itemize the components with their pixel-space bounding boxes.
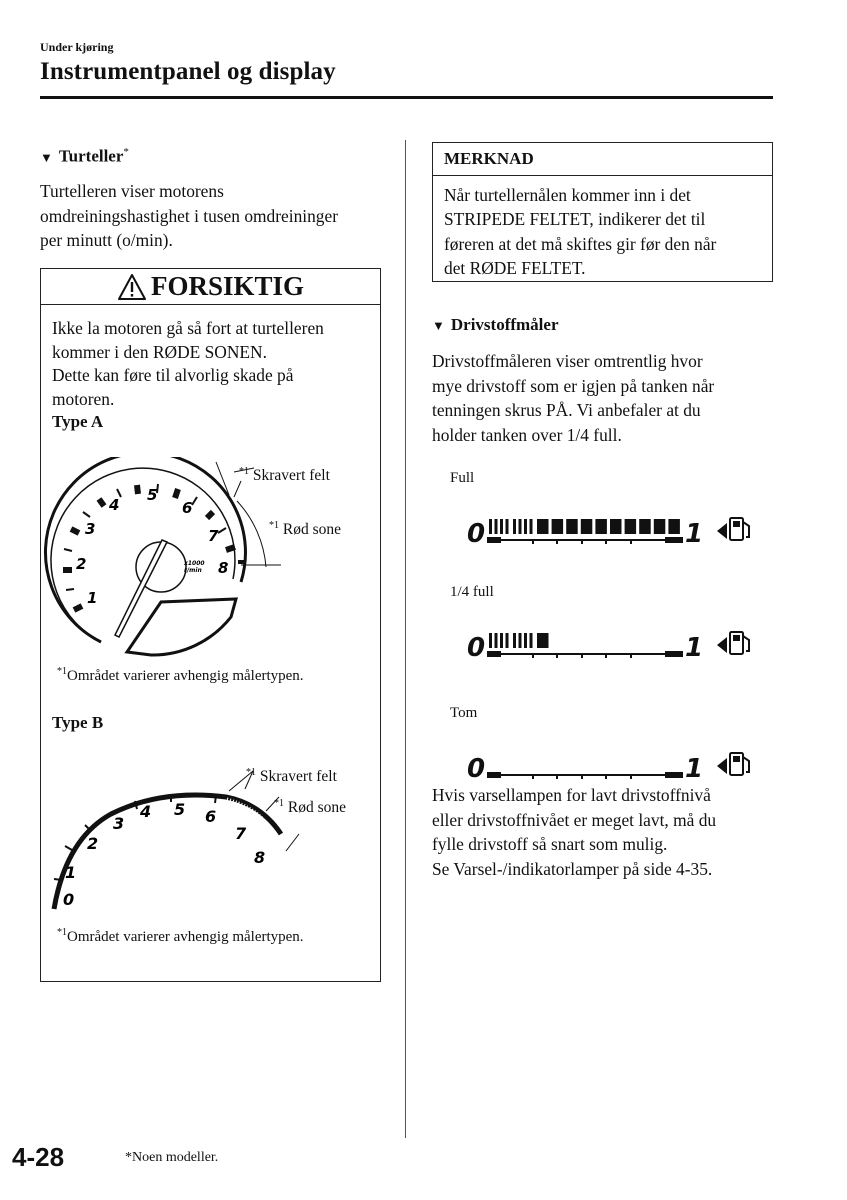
fuel-baseline-start: [487, 651, 501, 657]
type-b-footnote: [57, 927, 304, 946]
fuel-segment: [625, 519, 637, 534]
fuel-segment-stripe: [489, 633, 492, 648]
callout-shaded-field: [246, 767, 337, 786]
text-line: tenningen skrus PÅ. Vi anbefaler at du: [432, 400, 701, 420]
tach-number: 7: [208, 527, 219, 545]
tach-number: 6: [205, 807, 217, 826]
fuel-min-label: 0: [467, 754, 486, 784]
tach-number: 5: [147, 486, 158, 504]
fuel-segment: [595, 519, 607, 534]
text-line: Drivstoffmåleren viser omtrentlig hvor: [432, 351, 703, 371]
text-line: eller drivstoffnivået er meget lavt, må du: [432, 809, 717, 830]
callout-mark: *1: [274, 798, 284, 809]
fuel-segment-stripe: [524, 519, 527, 534]
fuel-label-quarter: 1/4 full: [450, 584, 494, 600]
callout-red-zone: [269, 520, 341, 539]
tachometer-description: [40, 179, 338, 253]
tach-number: 2: [76, 555, 87, 573]
type-a-label: Type A: [52, 412, 104, 431]
fuel-segment-stripe: [513, 519, 516, 534]
caution-box: [40, 268, 381, 982]
tach-number: 8: [218, 559, 229, 577]
fuel-gauge-full: [465, 510, 765, 550]
text-line: kommer i den RØDE SONEN.: [52, 341, 267, 362]
fuel-gauge-empty: [465, 745, 765, 785]
section-label: Under kjøring: [40, 40, 114, 54]
text-line: STRIPEDE FELTET, indikerer det til: [444, 209, 706, 230]
fuel-label-empty: Tom: [450, 705, 478, 721]
fuel-segment-stripe: [506, 519, 509, 534]
warning-triangle-icon: [117, 273, 147, 301]
text-line: Ikke la motoren gå så fort at turtelleren: [52, 318, 324, 338]
footer-note: *Noen modeller.: [125, 1150, 219, 1165]
callout-mark: *1: [239, 466, 249, 477]
fuel-baseline-end: [665, 772, 683, 778]
tach-number: 3: [85, 520, 96, 538]
page-number: 4-28: [12, 1142, 65, 1172]
footnote-text: Området varierer avhengig målertypen.: [67, 668, 304, 684]
fuel-segment-stripe: [530, 519, 533, 534]
footnote-mark: *1: [57, 666, 67, 677]
fuel-pump-window: [733, 635, 740, 641]
text-line: holder tanken over 1/4 full.: [432, 424, 622, 445]
tach-unit: x1000: [184, 560, 205, 567]
tach-number: 1: [87, 589, 98, 607]
tach-number: 3: [113, 814, 125, 833]
title-rule: [40, 96, 773, 99]
tach-number: 1: [65, 863, 77, 882]
fuel-segment: [668, 519, 680, 534]
triangle-bullet-icon: ▼: [40, 149, 53, 165]
caution-header: [41, 269, 380, 305]
tach-number: 7: [235, 824, 247, 843]
triangle-bullet-icon: ▼: [432, 318, 445, 333]
fuel-segment-stripe: [506, 633, 509, 648]
tachometer-heading-mark: *: [123, 146, 129, 158]
fuel-min-label: 0: [467, 633, 486, 663]
fuel-baseline-start: [487, 772, 501, 778]
tach-number: 6: [182, 499, 193, 517]
fuel-segment: [654, 519, 666, 534]
fuel-baseline-end: [665, 537, 683, 543]
fuel-arrow-icon: [717, 523, 727, 539]
fuel-baseline-end: [665, 651, 683, 657]
callout-shaded-field: [239, 466, 330, 485]
callout-text: Skravert felt: [252, 467, 330, 485]
text-line: Se Varsel-/indikatorlamper på side 4-35.: [432, 858, 713, 879]
text-line: Turtelleren viser motorens: [40, 181, 224, 201]
fuel-arrow-icon: [717, 637, 727, 653]
callout-mark: *1: [269, 520, 279, 531]
tach-number: 8: [254, 848, 266, 867]
tach-number: 4: [109, 496, 120, 514]
text-line: Når turtellernålen kommer inn i det: [444, 185, 691, 205]
fuel-segment-stripe: [519, 633, 522, 648]
fuel-warning-text: [432, 783, 716, 881]
text-line: føreren at det må skiftes gir før den når: [444, 233, 717, 254]
fuel-segment-stripe: [495, 519, 498, 534]
type-b-label: Type B: [52, 713, 104, 732]
tach-number: 5: [174, 800, 186, 819]
fuel-max-label: 1: [685, 754, 704, 784]
fuel-segment-stripe: [530, 633, 533, 648]
fuel-segment-stripe: [513, 633, 516, 648]
fuel-max-label: 1: [685, 519, 704, 549]
fuel-pump-window: [733, 756, 740, 762]
fuel-segment: [639, 519, 651, 534]
footnote-text: Området varierer avhengig målertypen.: [67, 929, 304, 945]
text-line: fylle drivstoff så snart som mulig.: [432, 834, 668, 854]
note-header: MERKNAD: [433, 143, 772, 176]
text-line: det RØDE FELTET.: [444, 258, 586, 279]
fuel-segment: [566, 519, 578, 534]
fuel-baseline-start: [487, 537, 501, 543]
callout-red-zone: [274, 798, 346, 817]
type-a-footnote: [57, 666, 304, 685]
fuel-segment: [537, 633, 549, 648]
text-line: mye drivstoff som er igjen på tanken når: [432, 375, 715, 396]
fuel-segment: [581, 519, 593, 534]
fuel-heading-text: Drivstoffmåler: [450, 315, 559, 334]
fuel-pump-window: [733, 521, 740, 527]
page-title: Instrumentpanel og display: [40, 58, 336, 85]
fuel-max-label: 1: [685, 633, 704, 663]
fuel-segment: [537, 519, 549, 534]
text-line: per minutt (o/min).: [40, 230, 173, 250]
fuel-segment: [610, 519, 622, 534]
column-divider: [405, 140, 406, 1138]
tachometer-type-a: [41, 457, 380, 667]
tach-number: 4: [140, 802, 152, 821]
fuel-segment-stripe: [495, 633, 498, 648]
fuel-min-label: 0: [467, 519, 486, 549]
fuel-heading: [432, 315, 559, 335]
text-line: motoren.: [52, 389, 115, 410]
note-box: [432, 142, 773, 282]
tach-number: 0: [63, 890, 75, 909]
tachometer-heading-text: Turteller: [58, 146, 124, 166]
callout-text: Rød sone: [287, 799, 346, 817]
fuel-segment-stripe: [489, 519, 492, 534]
tach-number: 2: [87, 834, 99, 853]
callout-text: Rød sone: [282, 521, 341, 539]
fuel-segment-stripe: [519, 519, 522, 534]
caution-title: FORSIKTIG: [150, 271, 305, 301]
text-line: Hvis varsellampen for lavt drivstoffnivå: [432, 785, 711, 805]
tach-unit: r/min: [184, 567, 202, 574]
fuel-segment: [552, 519, 564, 534]
fuel-segment-stripe: [524, 633, 527, 648]
fuel-arrow-icon: [717, 758, 727, 774]
footnote-mark: *1: [57, 927, 67, 938]
callout-mark: *1: [246, 767, 256, 778]
fuel-segment-stripe: [500, 519, 503, 534]
text-line: Dette kan føre til alvorlig skade på: [52, 365, 294, 386]
fuel-segment-stripe: [500, 633, 503, 648]
tachometer-heading: [40, 146, 129, 167]
caution-text: [52, 317, 324, 412]
fuel-label-full: Full: [450, 470, 475, 486]
callout-text: Skravert felt: [259, 768, 337, 786]
text-line: omdreiningshastighet i tusen omdreininger: [40, 205, 339, 226]
fuel-description: [432, 349, 714, 447]
fuel-gauge-quarter: [465, 624, 765, 664]
note-text: [444, 183, 716, 281]
